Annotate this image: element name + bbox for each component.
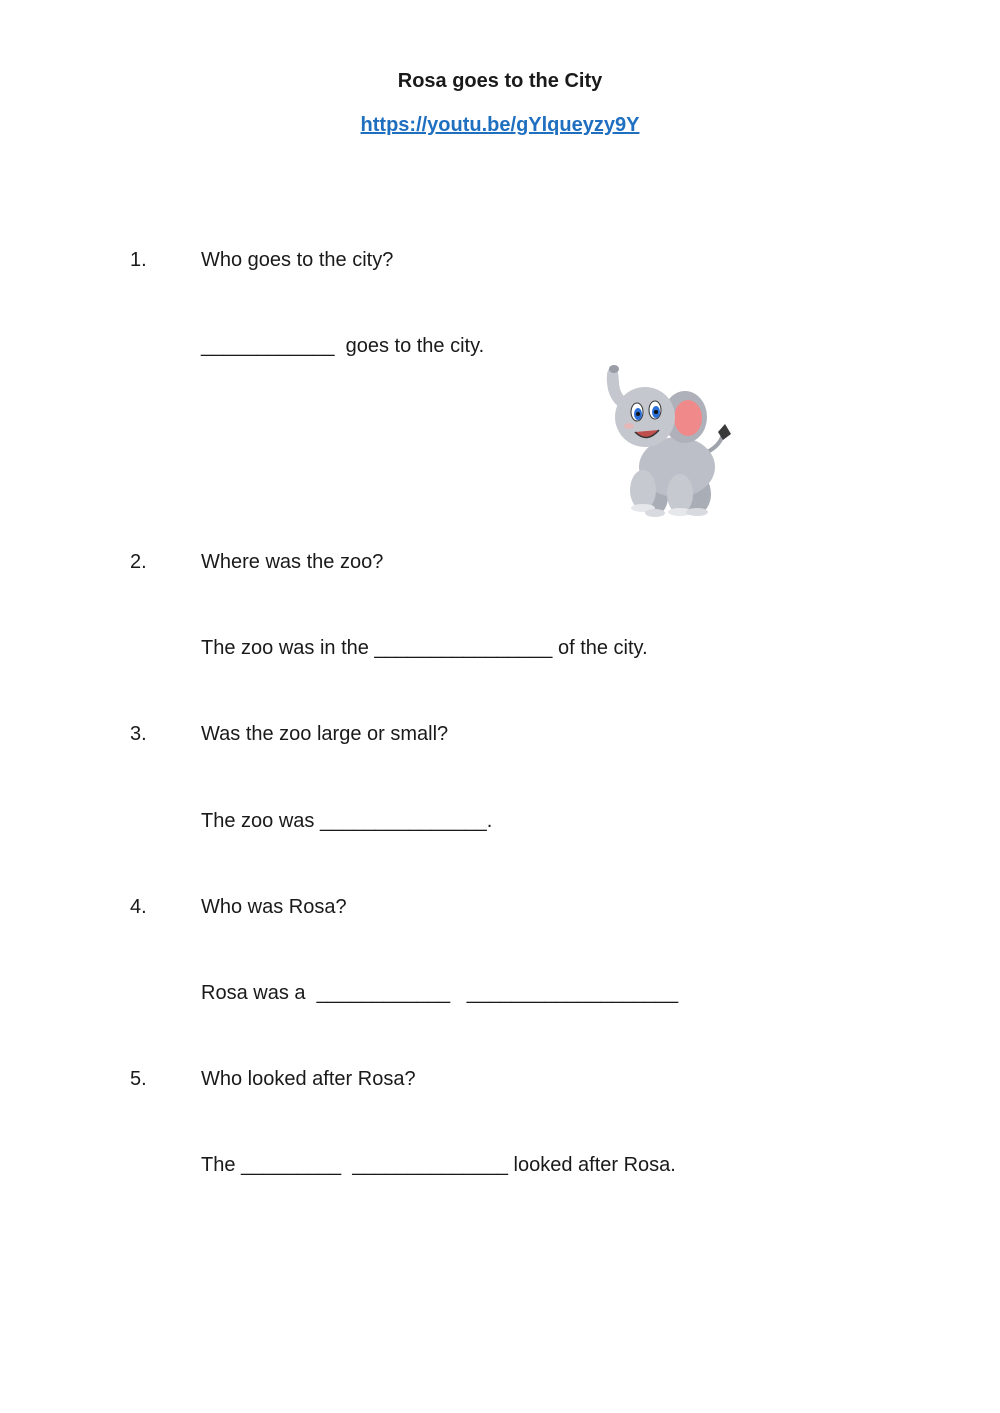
question-text: Where was the zoo? bbox=[201, 551, 384, 573]
worksheet-title: Rosa goes to the City bbox=[397, 70, 603, 92]
question-number: 3. bbox=[130, 723, 147, 745]
answer-line: Rosa was a ____________ ___________________ bbox=[201, 982, 679, 1004]
question-text: Was the zoo large or small? bbox=[201, 723, 449, 745]
question-number: 4. bbox=[130, 896, 147, 918]
elephant-icon bbox=[585, 362, 750, 522]
answer-line: The _________ ______________ looked after Rosa. bbox=[201, 1154, 676, 1176]
question-text: Who looked after Rosa? bbox=[201, 1068, 416, 1090]
question-number: 1. bbox=[130, 249, 147, 271]
question-number: 2. bbox=[130, 551, 147, 573]
answer-line: The zoo was in the ________________ of the city. bbox=[201, 637, 648, 659]
answer-line: The zoo was _______________. bbox=[201, 810, 493, 832]
question-text: Who was Rosa? bbox=[201, 896, 347, 918]
question-text: Who goes to the city? bbox=[201, 249, 394, 271]
video-link-container bbox=[0, 114, 1000, 137]
video-link[interactable]: https://youtu.be/gYlqueyzy9Y bbox=[360, 114, 640, 136]
question-number: 5. bbox=[130, 1068, 147, 1090]
answer-line: ____________ goes to the city. bbox=[201, 335, 485, 357]
